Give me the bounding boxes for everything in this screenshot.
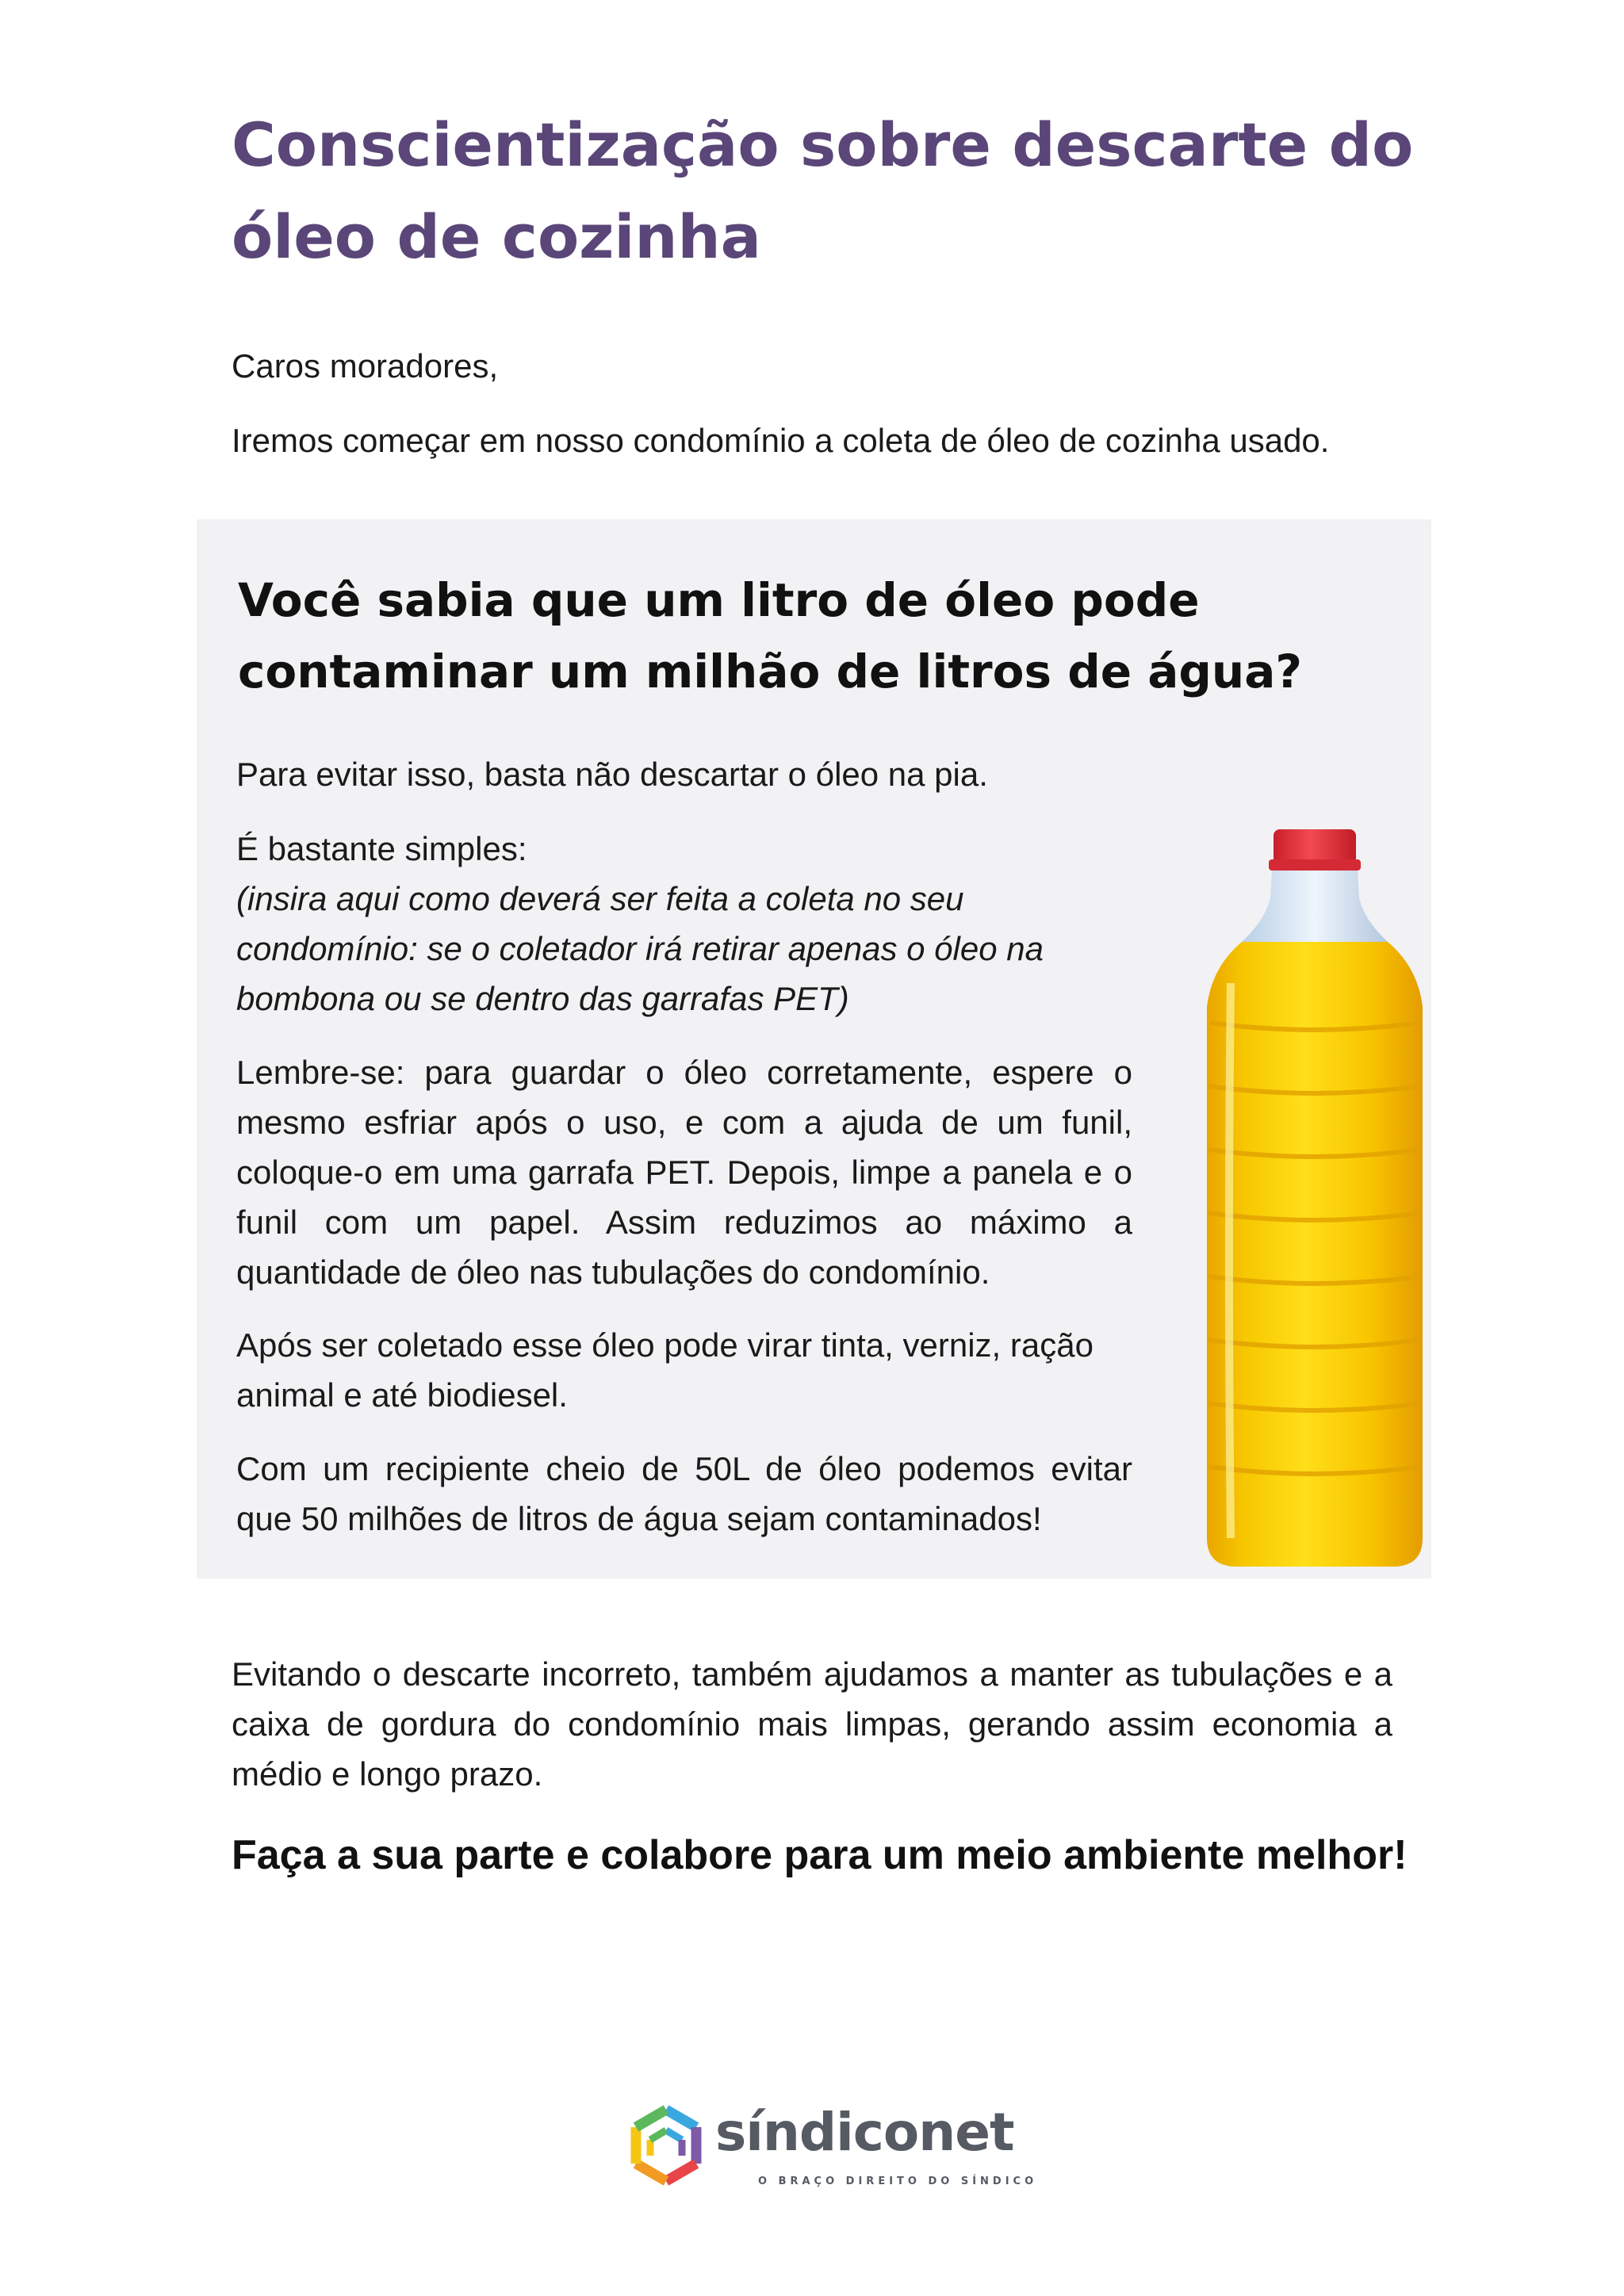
hexagon-logo-icon [626, 2103, 706, 2191]
info-paragraph-recycling: Após ser coletado esse óleo pode virar tinta, verniz, ração animal e até biodiesel. [236, 1326, 1094, 1414]
info-paragraph-impact: Com um recipiente cheio de 50L de óleo podemos evitar que 50 milhões de litros de água sejam contaminados! [236, 1450, 1132, 1537]
info-paragraph-instructions [236, 824, 1132, 1024]
info-box-heading: Você sabia que um litro de óleo pode contaminar um milhão de litros de água? [238, 573, 1302, 698]
call-to-action: Faça a sua parte e colabore para um meio ambiente melhor! [232, 1832, 1408, 1878]
logo-wordmark: síndiconet [715, 2102, 1014, 2163]
intro-paragraph: Iremos começar em nosso condomínio a coleta de óleo de cozinha usado. [232, 422, 1330, 459]
instructions-lead: É bastante simples: [236, 830, 527, 867]
greeting: Caros moradores, [232, 347, 499, 385]
document-title: Conscientização sobre descarte do óleo de cozinha [232, 109, 1414, 272]
info-paragraph-storage: Lembre-se: para guardar o óleo corretamente, espere o mesmo esfriar após o uso, e com a ajuda de um funil, coloque-o em uma garrafa PET. Depois, limpe a panela e o funil com um papel. Assim reduzimos ao máximo a quantidade de óleo nas tubulações do condomínio. [236, 1054, 1132, 1291]
info-box [197, 519, 1431, 1578]
outro-paragraph: Evitando o descarte incorreto, também ajudamos a manter as tubulações e a caixa de gordura do condomínio mais limpas, gerando assim economia a médio e longo prazo. [232, 1655, 1392, 1793]
sindiconet-logo [619, 2101, 1038, 2204]
info-paragraph-sink: Para evitar isso, basta não descartar o óleo na pia. [236, 756, 988, 793]
instructions-placeholder: (insira aqui como deverá ser feita a coleta no seu condomínio: se o coletador irá retirar apenas o óleo na bombona ou se dentro das garrafas PET) [236, 880, 1044, 1017]
logo-tagline: O BRAÇO DIREITO DO SÍNDICO [758, 2175, 1038, 2187]
oil-bottle-icon [1180, 825, 1450, 1570]
